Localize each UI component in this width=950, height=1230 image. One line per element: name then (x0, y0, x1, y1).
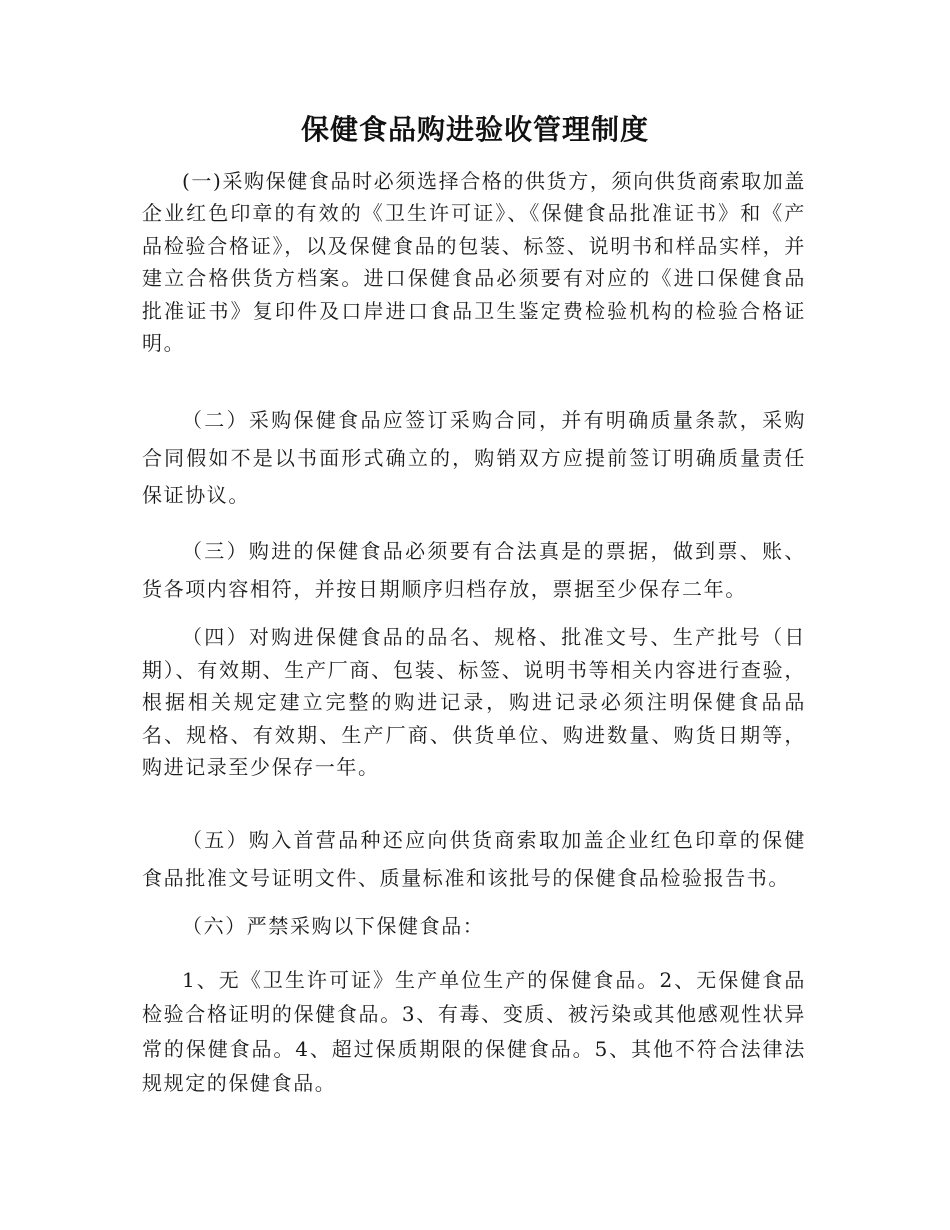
paragraph-7: 1、无《卫生许可证》生产单位生产的保健食品。2、无保健食品检验合格证明的保健食品。3、有毒、变质、被污染或其他感观性状异常的保健食品。4、超过保质期限的保健食品。5、其他不符合法律法规规定的保健食品。 (142, 968, 806, 1096)
document-title: 保健食品购进验收管理制度 (300, 113, 649, 146)
paragraph-6: （六）严禁采购以下保健食品： (182, 914, 485, 938)
paragraph-4: （四）对购进保健食品的品名、规格、批准文号、生产批号（日期）、有效期、生产厂商、包装、标签、说明书等相关内容进行查验，根据相关规定建立完整的购进记录，购进记录必须注明保健食品品名、规格、有效期、生产厂商、供货单位、购进数量、购货日期等，购进记录至少保存一年。 (142, 625, 806, 780)
paragraph-3: （三）购进的保健食品必须要有合法真是的票据，做到票、账、货各项内容相符，并按日期顺序归档存放，票据至少保存二年。 (142, 539, 806, 601)
paragraph-5: （五）购入首营品种还应向供货商索取加盖企业红色印章的保健食品批准文号证明文件、质量标准和该批号的保健食品检验报告书。 (142, 828, 806, 890)
paragraph-2: （二）采购保健食品应签订采购合同，并有明确质量条款，采购合同假如不是以书面形式确立的，购销双方应提前签订明确质量责任保证协议。 (142, 408, 806, 507)
paragraph-1: (一)采购保健食品时必须选择合格的供货方，须向供货商索取加盖企业红色印章的有效的《卫生许可证》、《保健食品批准证书》和《产品检验合格证》，以及保健食品的包装、标签、说明书和样品实样，并建立合格供货方档案。进口保健食品必须要有对应的《进口保健食品批准证书》复印件及口岸进口食品卫生鉴定费检验机构的检验合格证明。 (142, 169, 806, 356)
